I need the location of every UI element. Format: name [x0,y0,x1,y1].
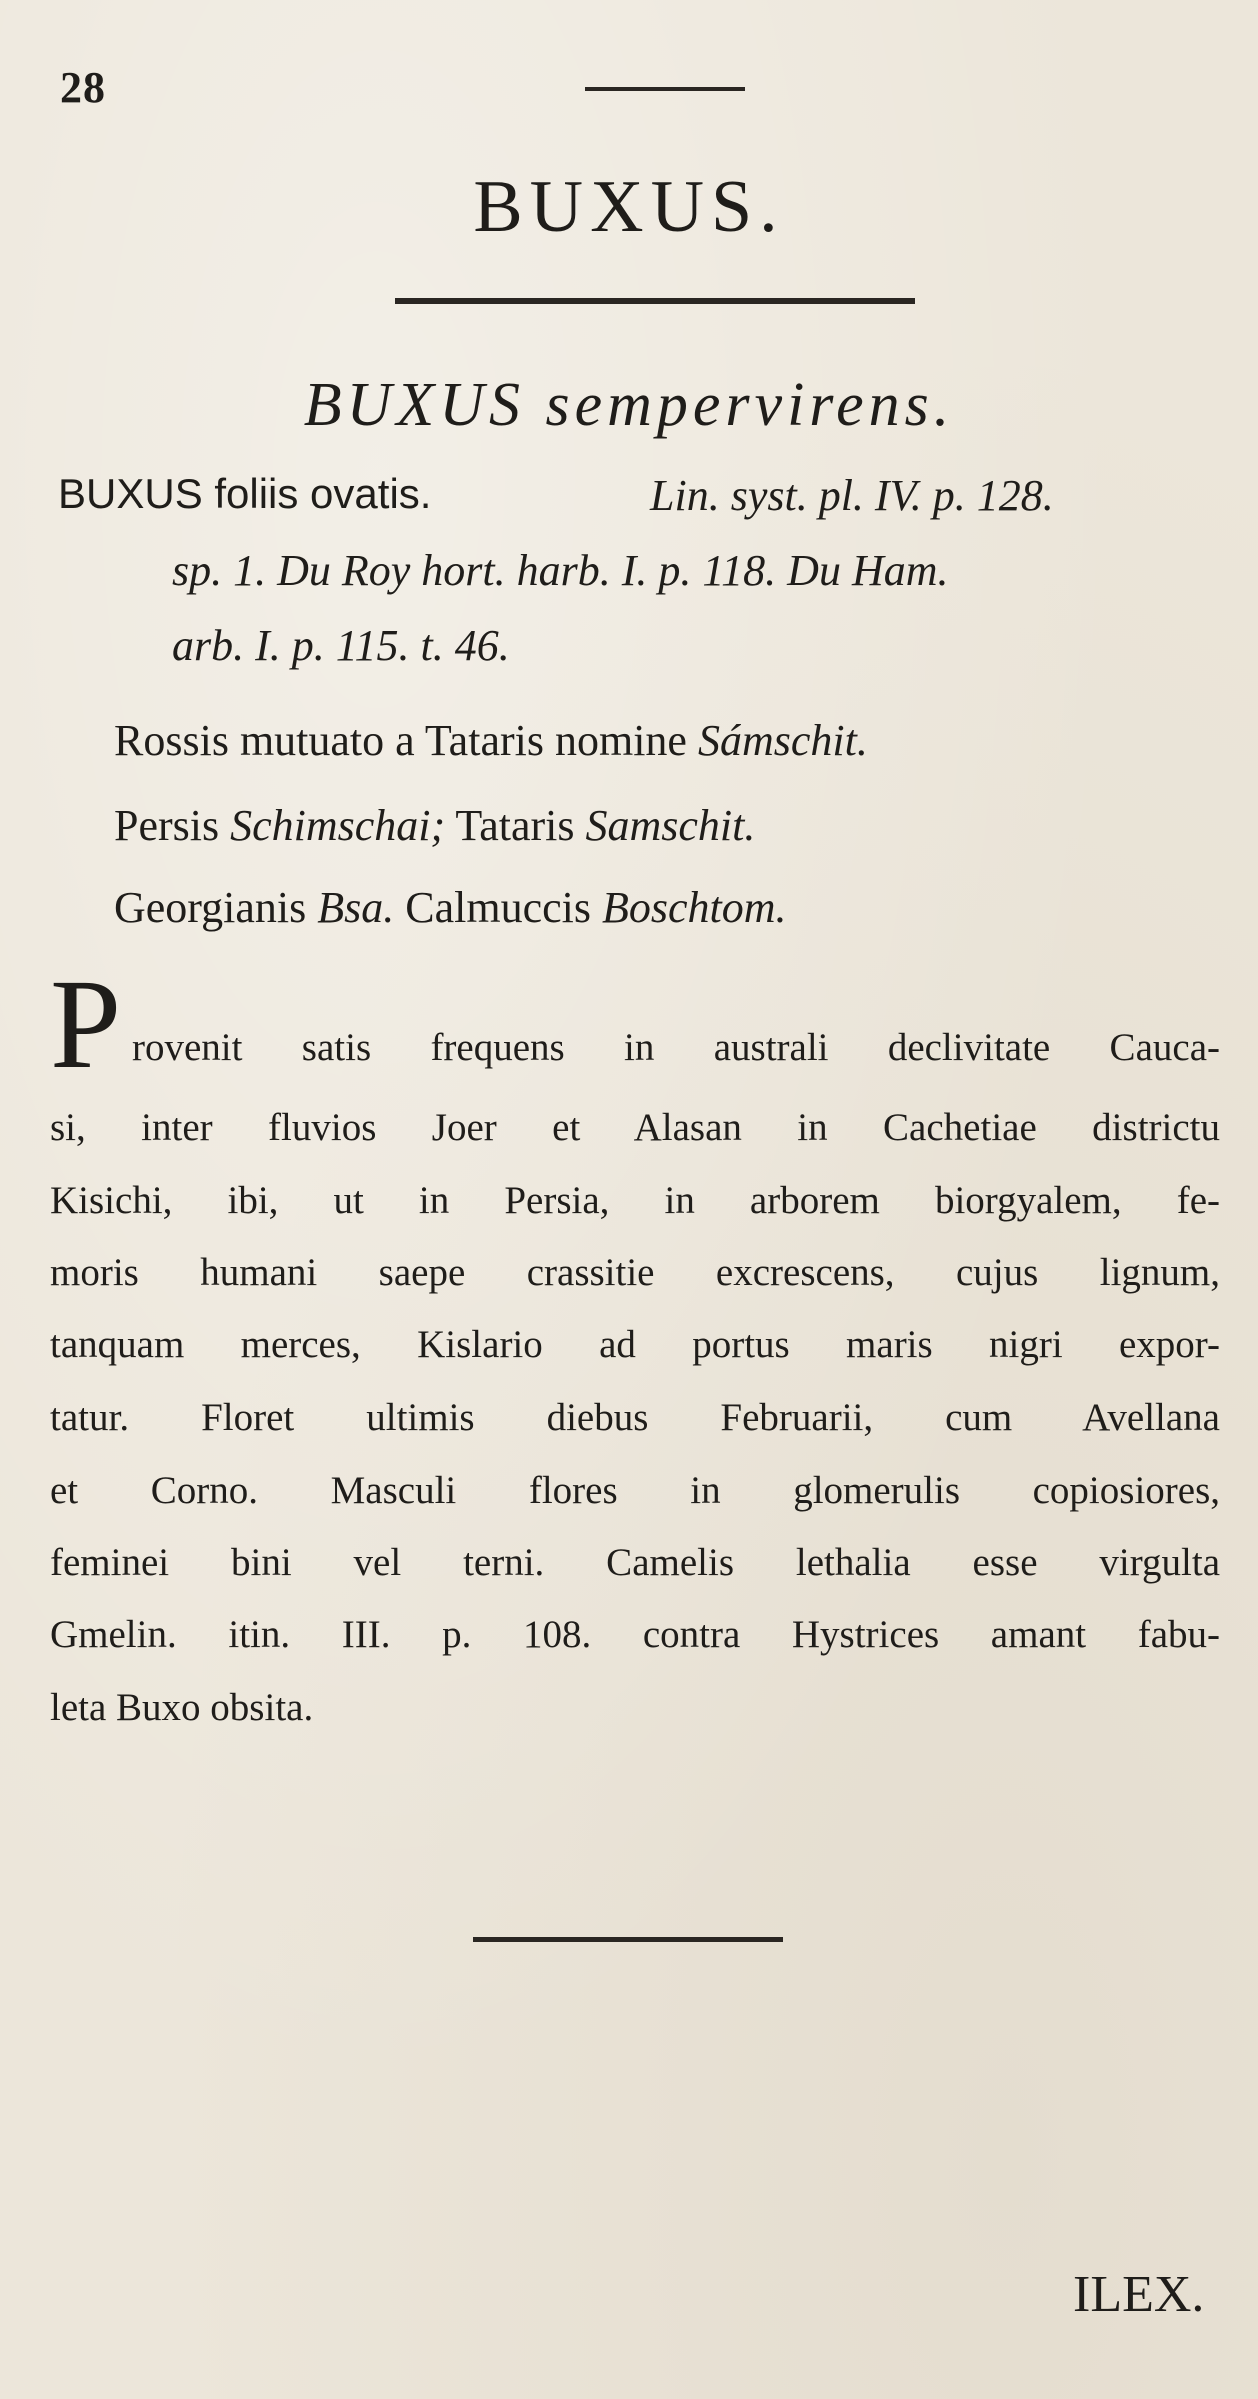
species-heading: BUXUS sempervirens. [303,371,955,439]
citation-line-2: sp. 1. Du Roy hort. harb. I. p. 118. Du Ham. [172,546,949,595]
vernacular-name: Schimschai; [230,801,446,850]
paragraph-line: si, inter fluvios Joer et Alasan in Cachetiae districtu [50,1106,1220,1149]
vernacular-text: Rossis mutuato a Tataris nomine [114,716,687,765]
paragraph-line: rovenit satis frequens in australi declivitate Cauca- [132,1026,1220,1069]
vernacular-name: Samschit. [585,801,756,850]
vernacular-line-2 [114,800,755,851]
vernacular-text: Calmuccis [405,883,591,932]
header-rule [585,87,745,91]
section-end-rule [473,1937,783,1942]
heading-rule [395,298,915,304]
paragraph-line: Gmelin. itin. III. p. 108. contra Hystrices amant fabu- [50,1613,1220,1656]
citation-line-1-ref: Lin. syst. pl. IV. p. 128. [650,471,1054,520]
vernacular-name: Bsa. [317,883,395,932]
vernacular-text: Tataris [455,801,575,850]
paragraph-line: tanquam merces, Kislario ad portus maris nigri expor- [50,1323,1220,1366]
paragraph-line: moris humani saepe crassitie excrescens, cujus lignum, [50,1251,1220,1294]
paragraph-line: et Corno. Masculi flores in glomerulis copiosiores, [50,1469,1220,1512]
vernacular-name: Boschtom. [602,883,787,932]
catchword: ILEX. [1073,2266,1205,2323]
vernacular-text: Persis [114,801,220,850]
paragraph-line: feminei bini vel terni. Camelis lethalia esse virgulta [50,1541,1220,1584]
page-number: 28 [60,63,106,112]
citation-line-1-name: BUXUS foliis ovatis. [58,470,432,517]
paragraph-line: tatur. Floret ultimis diebus Februarii, cum Avellana [50,1396,1220,1439]
paragraph-line: Kisichi, ibi, ut in Persia, in arborem biorgyalem, fe- [50,1179,1220,1222]
vernacular-line-3 [114,882,787,933]
vernacular-name: Sámschit. [697,716,868,765]
drop-cap: P [50,953,122,1095]
genus-heading: BUXUS. [473,166,785,248]
paragraph-line-last: leta Buxo obsita. [50,1686,314,1729]
vernacular-line-1 [114,715,868,766]
vernacular-text: Georgianis [114,883,307,932]
citation-line-3: arb. I. p. 115. t. 46. [172,621,510,670]
